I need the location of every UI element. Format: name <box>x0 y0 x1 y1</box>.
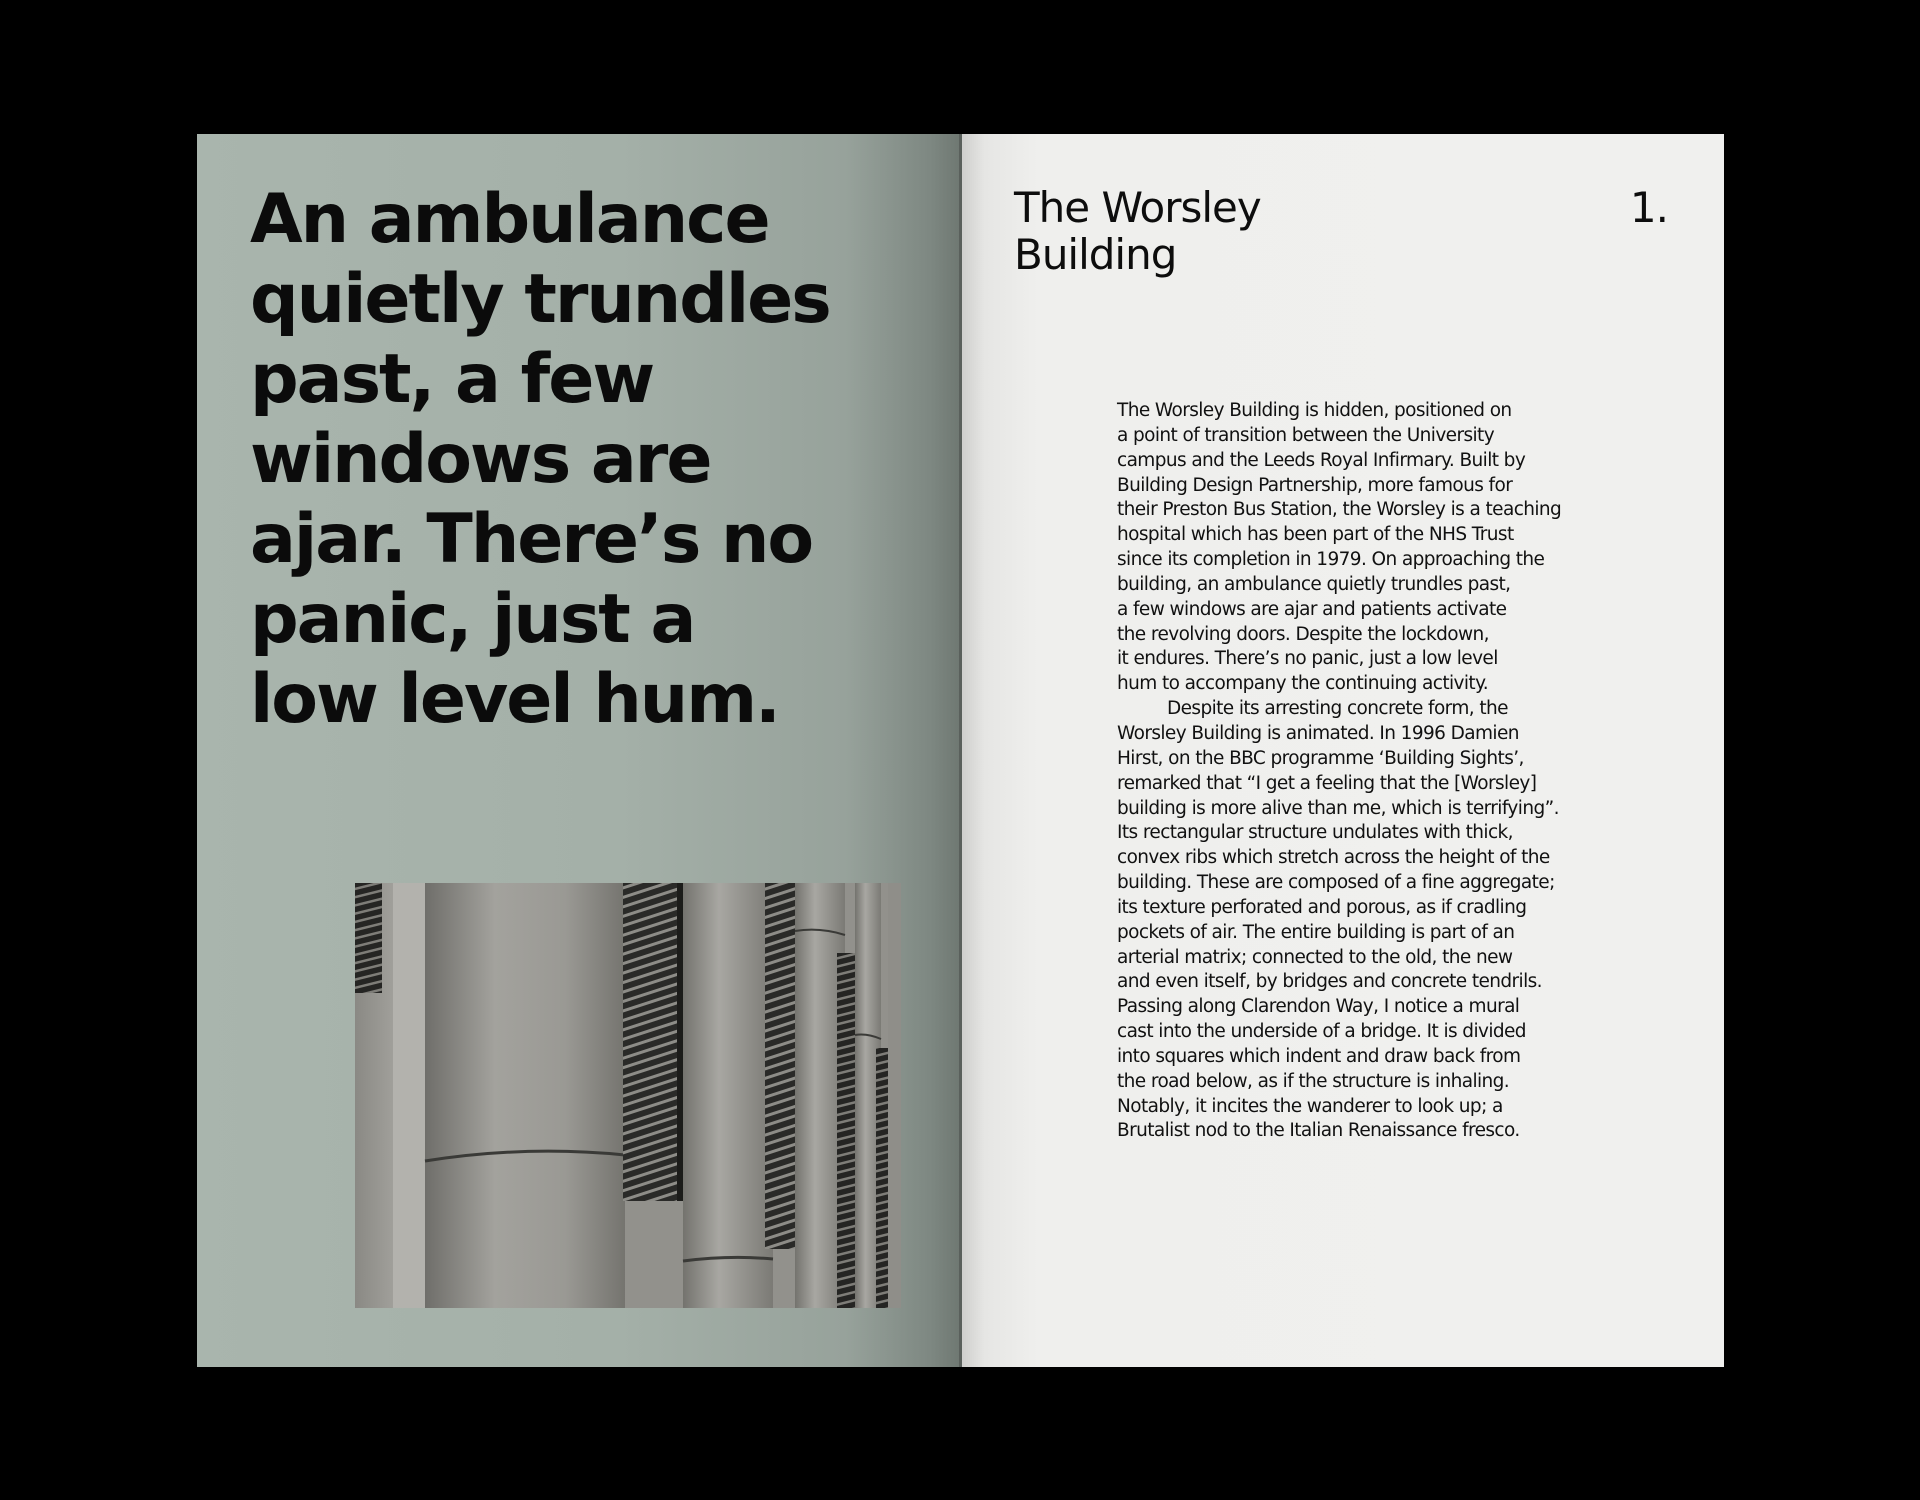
photo-column-5 <box>888 883 901 1308</box>
body-line: a point of transition between the University <box>1117 424 1495 446</box>
body-line: and even itself, by bridges and concrete tendrils. <box>1117 971 1542 993</box>
photo-louvre-2 <box>765 883 795 1249</box>
right-page <box>962 134 1724 1367</box>
body-line: cast into the underside of a bridge. It is divided <box>1117 1021 1526 1043</box>
pull-quote-line: panic, just a <box>250 580 695 659</box>
magazine-spread <box>197 134 1724 1367</box>
body-line: the road below, as if the structure is inhaling. <box>1117 1070 1510 1092</box>
body-line: hospital which has been part of the NHS Trust <box>1117 524 1514 546</box>
body-line: convex ribs which stretch across the height of the <box>1117 847 1550 869</box>
photo-louvre-4 <box>876 1048 888 1308</box>
photo-louvre-left <box>355 883 382 993</box>
body-line: building is more alive than me, which is terrifying”. <box>1117 797 1559 819</box>
pull-quote-line: past, a few <box>250 340 654 419</box>
article-title-line: The Worsley <box>1014 183 1261 232</box>
photo-louvre-1 <box>623 883 683 1201</box>
building-photo <box>355 883 901 1308</box>
article-title <box>1014 184 1261 278</box>
article-title-line: Building <box>1014 230 1177 279</box>
photo-louvre-edge-1 <box>677 883 683 1201</box>
pull-quote <box>250 180 950 740</box>
body-line: campus and the Leeds Royal Infirmary. Built by <box>1117 449 1526 471</box>
body-line: Notably, it incites the wanderer to look up; a <box>1117 1095 1503 1117</box>
photo-wall-strip <box>393 883 428 1308</box>
body-line: building. These are composed of a fine aggregate; <box>1117 872 1555 894</box>
photo-column-1 <box>425 883 625 1308</box>
body-line: Building Design Partnership, more famous for <box>1117 474 1513 496</box>
body-line: arterial matrix; connected to the old, the new <box>1117 946 1513 968</box>
body-line: The Worsley Building is hidden, positioned on <box>1117 400 1512 421</box>
body-line: Brutalist nod to the Italian Renaissance fresco. <box>1117 1120 1520 1142</box>
body-line: it endures. There’s no panic, just a low level <box>1117 648 1498 670</box>
body-line: building, an ambulance quietly trundles past, <box>1117 573 1511 595</box>
body-line: since its completion in 1979. On approaching the <box>1117 549 1545 571</box>
pull-quote-line: ajar. There’s no <box>250 500 813 579</box>
body-line: remarked that “I get a feeling that the [Worsley] <box>1117 772 1537 794</box>
pull-quote-line: quietly trundles <box>250 260 830 339</box>
article-body <box>1117 399 1677 1144</box>
pull-quote-line: low level hum. <box>250 660 779 739</box>
body-line: Its rectangular structure undulates with thick, <box>1117 822 1513 844</box>
body-line: the revolving doors. Despite the lockdown, <box>1117 623 1489 645</box>
body-paragraph-indent-line: Despite its arresting concrete form, the <box>1167 698 1508 720</box>
body-line: its texture perforated and porous, as if cradling <box>1117 896 1527 918</box>
body-line: Worsley Building is animated. In 1996 Damien <box>1117 722 1519 744</box>
body-line: hum to accompany the continuing activity. <box>1117 673 1489 695</box>
left-page <box>197 134 960 1367</box>
photo-louvre-3 <box>837 953 855 1308</box>
page-number: 1. <box>1629 183 1668 232</box>
pull-quote-line: An ambulance <box>250 180 769 259</box>
pull-quote-line: windows are <box>250 420 711 499</box>
body-line: Passing along Clarendon Way, I notice a mural <box>1117 996 1520 1018</box>
body-line: their Preston Bus Station, the Worsley is a teaching <box>1117 499 1562 521</box>
body-line: into squares which indent and draw back from <box>1117 1045 1521 1067</box>
photo-column-2 <box>683 883 773 1308</box>
body-line: pockets of air. The entire building is part of an <box>1117 921 1515 943</box>
body-line: a few windows are ajar and patients activate <box>1117 598 1507 620</box>
body-line: Hirst, on the BBC programme ‘Building Sights’, <box>1117 747 1524 769</box>
